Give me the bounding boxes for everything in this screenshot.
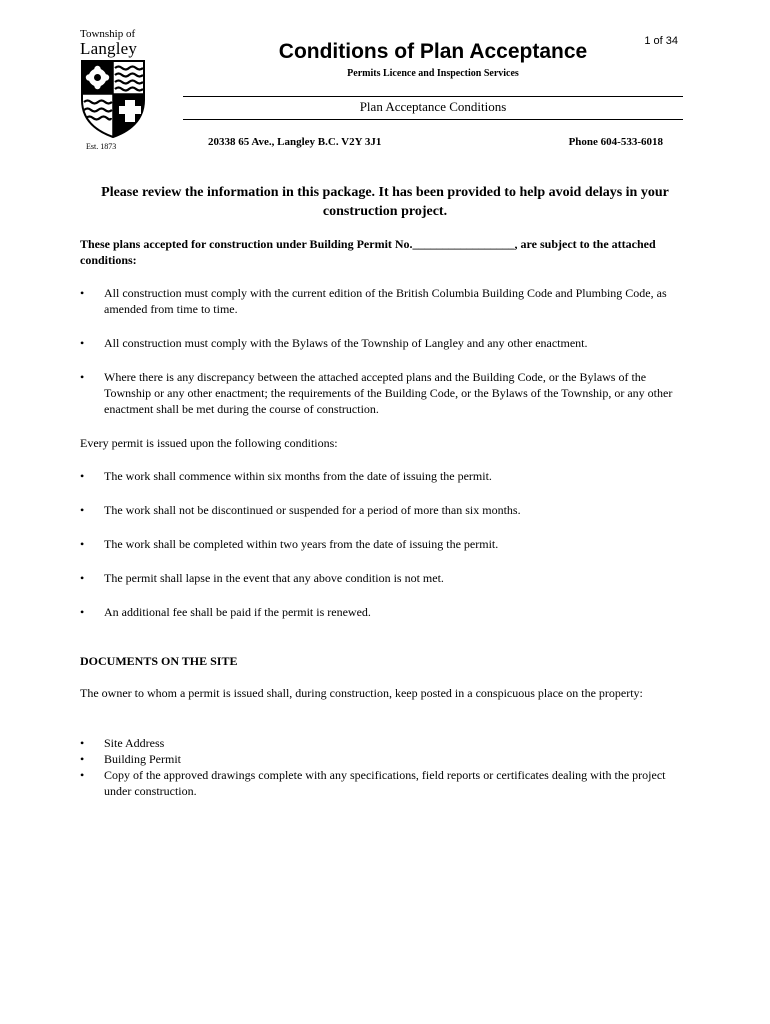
bullet: • — [80, 736, 85, 750]
section-title: Plan Acceptance Conditions — [359, 99, 507, 114]
bullet: • — [80, 503, 85, 517]
logo-text-langley: Langley — [80, 39, 138, 58]
permit-subject-statement: These plans accepted for construction under Building Permit No._________________, are subject to the attached conditions: — [80, 237, 656, 267]
list-item — [80, 369, 680, 417]
logo-established-text: Est. 1873 — [86, 142, 117, 151]
list-item-text: The permit shall lapse in the event that any above condition is not met. — [104, 571, 444, 585]
list-item-text: The work shall not be discontinued or suspended for a period of more than six months. — [104, 503, 521, 517]
list-item — [80, 536, 680, 552]
list-item-text: All construction must comply with the current edition of the British Columbia Building Code and Plumbing Code, as amended from time to time. — [104, 286, 667, 316]
list-item — [80, 468, 680, 484]
permit-conditions-intro: Every permit is issued upon the following conditions: — [80, 436, 338, 450]
list-item — [80, 335, 680, 351]
list-item-text: Copy of the approved drawings complete with any specifications, field reports or certificates dealing with the project under construction. — [104, 768, 666, 798]
list-item-text: All construction must comply with the Bylaws of the Township of Langley and any other enactment. — [104, 336, 588, 350]
list-item — [80, 735, 680, 751]
logo-text-township: Township of — [80, 28, 136, 40]
bullet: • — [80, 605, 85, 619]
office-phone: Phone 604-533-6018 — [568, 136, 663, 148]
page-number: 1 of 34 — [644, 35, 678, 47]
permit-conditions-list — [80, 468, 680, 620]
bullet: • — [80, 336, 85, 350]
list-item — [80, 604, 680, 620]
office-address: 20338 65 Ave., Langley B.C. V2Y 3J1 — [208, 136, 382, 148]
bullet: • — [80, 571, 85, 585]
list-item-text: The work shall commence within six months from the date of issuing the permit. — [104, 469, 492, 483]
list-item — [80, 502, 680, 518]
header-rule-bottom — [183, 119, 683, 120]
list-item-text: An additional fee shall be paid if the permit is renewed. — [104, 605, 371, 619]
list-item-text: Site Address — [104, 736, 165, 750]
list-item — [80, 767, 680, 799]
department-subtitle: Permits Licence and Inspection Services — [347, 68, 519, 79]
list-item — [80, 751, 680, 767]
township-logo — [80, 28, 146, 151]
bullet: • — [80, 469, 85, 483]
documents-intro: The owner to whom a permit is issued shall, during construction, keep posted in a conspicuous place on the property: — [80, 686, 643, 700]
list-item — [80, 570, 680, 586]
bullet: • — [80, 286, 85, 300]
document-title: Conditions of Plan Acceptance — [278, 40, 588, 63]
list-item-text: Where there is any discrepancy between the attached accepted plans and the Building Code, or the Bylaws of the Township or any other enactment; the requirements of the Building Code, or the Bylaws of the Township, or any other enactment shall be met during the course of construction. — [104, 370, 673, 416]
crest-icon — [81, 60, 145, 138]
list-item — [80, 285, 680, 317]
bullet: • — [80, 768, 85, 782]
list-item-text: The work shall be completed within two years from the date of issuing the permit. — [104, 537, 499, 551]
intro-statement: Please review the information in this package. It has been provided to help avoid delays in your construction project. — [101, 185, 669, 219]
list-item-text: Building Permit — [104, 752, 182, 766]
bullet: • — [80, 370, 85, 384]
construction-conditions-list — [80, 285, 680, 417]
bullet: • — [80, 537, 85, 551]
site-documents-list — [80, 735, 680, 799]
documents-heading: DOCUMENTS ON THE SITE — [80, 654, 238, 668]
header-rule-top — [183, 96, 683, 97]
bullet: • — [80, 752, 85, 766]
